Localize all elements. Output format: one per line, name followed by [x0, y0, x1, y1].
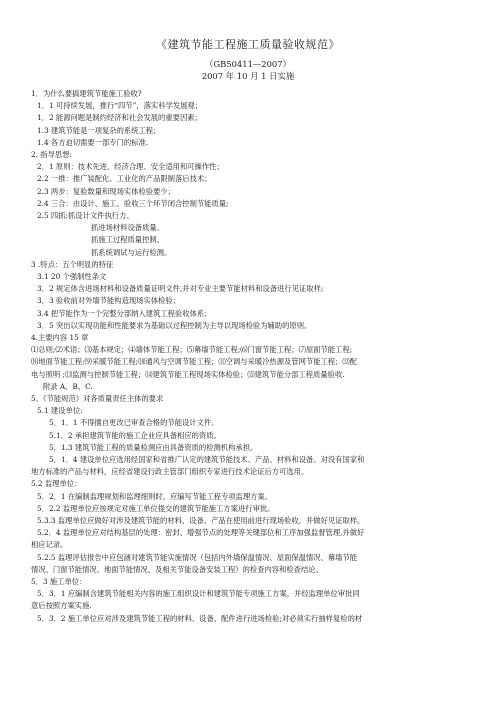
body-line: 意后按照方案实施.: [31, 601, 92, 611]
body-line: 5．3．1 应编制含建筑节能相关内容的施工组织设计和建筑节能专项施工方案，并经监理单位审批同: [37, 589, 360, 599]
body-line: 相应记录。: [31, 540, 68, 550]
body-line: ⑴总则;⑵术语；⑶基本规定；⑷墙体节能工程；⑸幕墙节能工程;⑹门窗节能工程；⑺屋面节能工程;: [31, 345, 353, 355]
body-line: 1．2 能源问题是制约经济和社会发展的重要因素；: [37, 113, 202, 123]
body-line: ⑻地面节能工程;⑼采暖节能工程;⑽通风与空调节能工程；⑾空调与采暖冷热源及管网节能工程；⑿配: [31, 357, 357, 367]
body-line: 3．3 验收前对外墙节能构造现场实体检验；: [37, 296, 180, 306]
body-line: 5、《节能规范》对各质量责任主体的要求: [31, 394, 164, 403]
standard-number: （GB50411—2007）: [205, 59, 291, 69]
body-line: 2.4 三合：由设计、施工、验收三个环节闭合控制节能质量;: [37, 198, 229, 208]
body-line: 5.1 建设单位:: [37, 406, 83, 416]
body-line: 5.2 监理单位：: [31, 479, 82, 489]
body-line: 3．2 规定体含进场材料和设备质量证明文件,并对专业主要节能材料和设备进行见证取样;: [37, 284, 324, 294]
body-line: 情况、门窗节能情况、地面节能情况、及相关节能设备安装工程）的检查内容和检查结论。: [31, 564, 323, 574]
body-line: 5.3.3 监理单位应做好对涉及建筑节能的材料、设备、产品在使用前进行现场验收，并做好见证取样。: [37, 516, 365, 525]
body-line: 5．1．4 建设单位应选用经国家和省推广认定的建筑节能技术、产品、材料和设备。对没有国家和: [49, 455, 365, 464]
body-line: 5.1．2 承担建筑节能的施工企业应具备相应的资质。: [49, 430, 221, 440]
effective-date: 2007 年 10 月 1 日实施: [201, 71, 295, 81]
document-title: 《建筑节能工程施工质量验收规范》: [156, 38, 340, 51]
body-line: 抓系统调试与运行检测。: [91, 247, 172, 257]
body-line: 2.3 两步：复验数量和现场实体检验要少；: [37, 186, 175, 196]
body-line: 3．5 突出以实现功能和性能要求为基础以过程控制为主导以现场检验为辅助的原则。: [37, 320, 312, 330]
body-line: 5.2．4 监理单位应对结构基层的处理：密封、增强节点的处理等关键部位和工序加强监督管理,并做好: [37, 528, 365, 538]
body-line: 电与照明 ;⒀监测与控制节能工程；⒁建筑节能工程现场实体检验；⒂建筑节能分部工程质量验收.: [31, 369, 345, 379]
body-line: 1.4 各方迫切需要一部专门的标准.: [37, 137, 149, 147]
body-line: 5．2.2 监理单位应按规定对施工单位提交的建筑节能施工方案进行审批。: [37, 503, 275, 513]
body-line: 抓进场材料设备质量、: [91, 223, 164, 233]
body-line: 抓施工过程质量控制、: [91, 235, 164, 245]
body-line: 4.主要内容 15 章: [31, 333, 89, 342]
body-line: 3 .特点：五个明显的特征: [31, 259, 114, 269]
body-line: 5．3 施工单位：: [31, 577, 87, 586]
body-line: 5．1.3 建筑节能工程的质量检测应由具备资质的检测机构承担。: [49, 442, 258, 452]
body-line: 2．1 原则：技术先进、经济合理、安全适用和可操作性；: [37, 162, 224, 172]
body-line: 1.3 建筑节能是一项复杂的系统工程；: [37, 125, 161, 135]
body-line: 1．为什么要搞建筑节能施工验收?: [31, 89, 142, 98]
body-line: 地方标准的产品与材料，应经省建设行政主管部门组织专家进行技术论证后方可选用。: [31, 467, 309, 477]
body-line: 1．1 可持续发展，推行“四节”，落实科学发展观；: [37, 101, 203, 111]
body-line: 5．3．2 施工单位应对涉及建筑节能工程的材料、设备、配件进行进场检验;对必须实行抽样复检的材: [37, 613, 363, 623]
body-line: 2. 指导思想:: [31, 150, 72, 159]
body-line: 3.1 20 个强制性条文: [37, 272, 107, 281]
body-line: 2.5 四抓:抓设计文件执行力、: [37, 211, 134, 220]
body-line: 5.2.5 监理评估报告中应包涵对建筑节能实施情况（包括内外墙保温情况、屋面保温情况、幕墙节能: [37, 552, 358, 562]
body-line: 附录 A、B、C.: [43, 381, 93, 391]
body-line: 2.2 一推：推广装配化、工业化的产品限制落后技术；: [37, 174, 212, 184]
body-line: 3.4 把节能作为一个完整分部纳入建筑工程验收体系；: [37, 308, 212, 318]
body-line: 5．2．1 在编制监理规划和监理细则时，应编写节能工程专项监理方案。: [37, 491, 273, 501]
body-line: 5．1．1 不得擅自更改已审查合格的节能设计文件。: [49, 418, 219, 428]
